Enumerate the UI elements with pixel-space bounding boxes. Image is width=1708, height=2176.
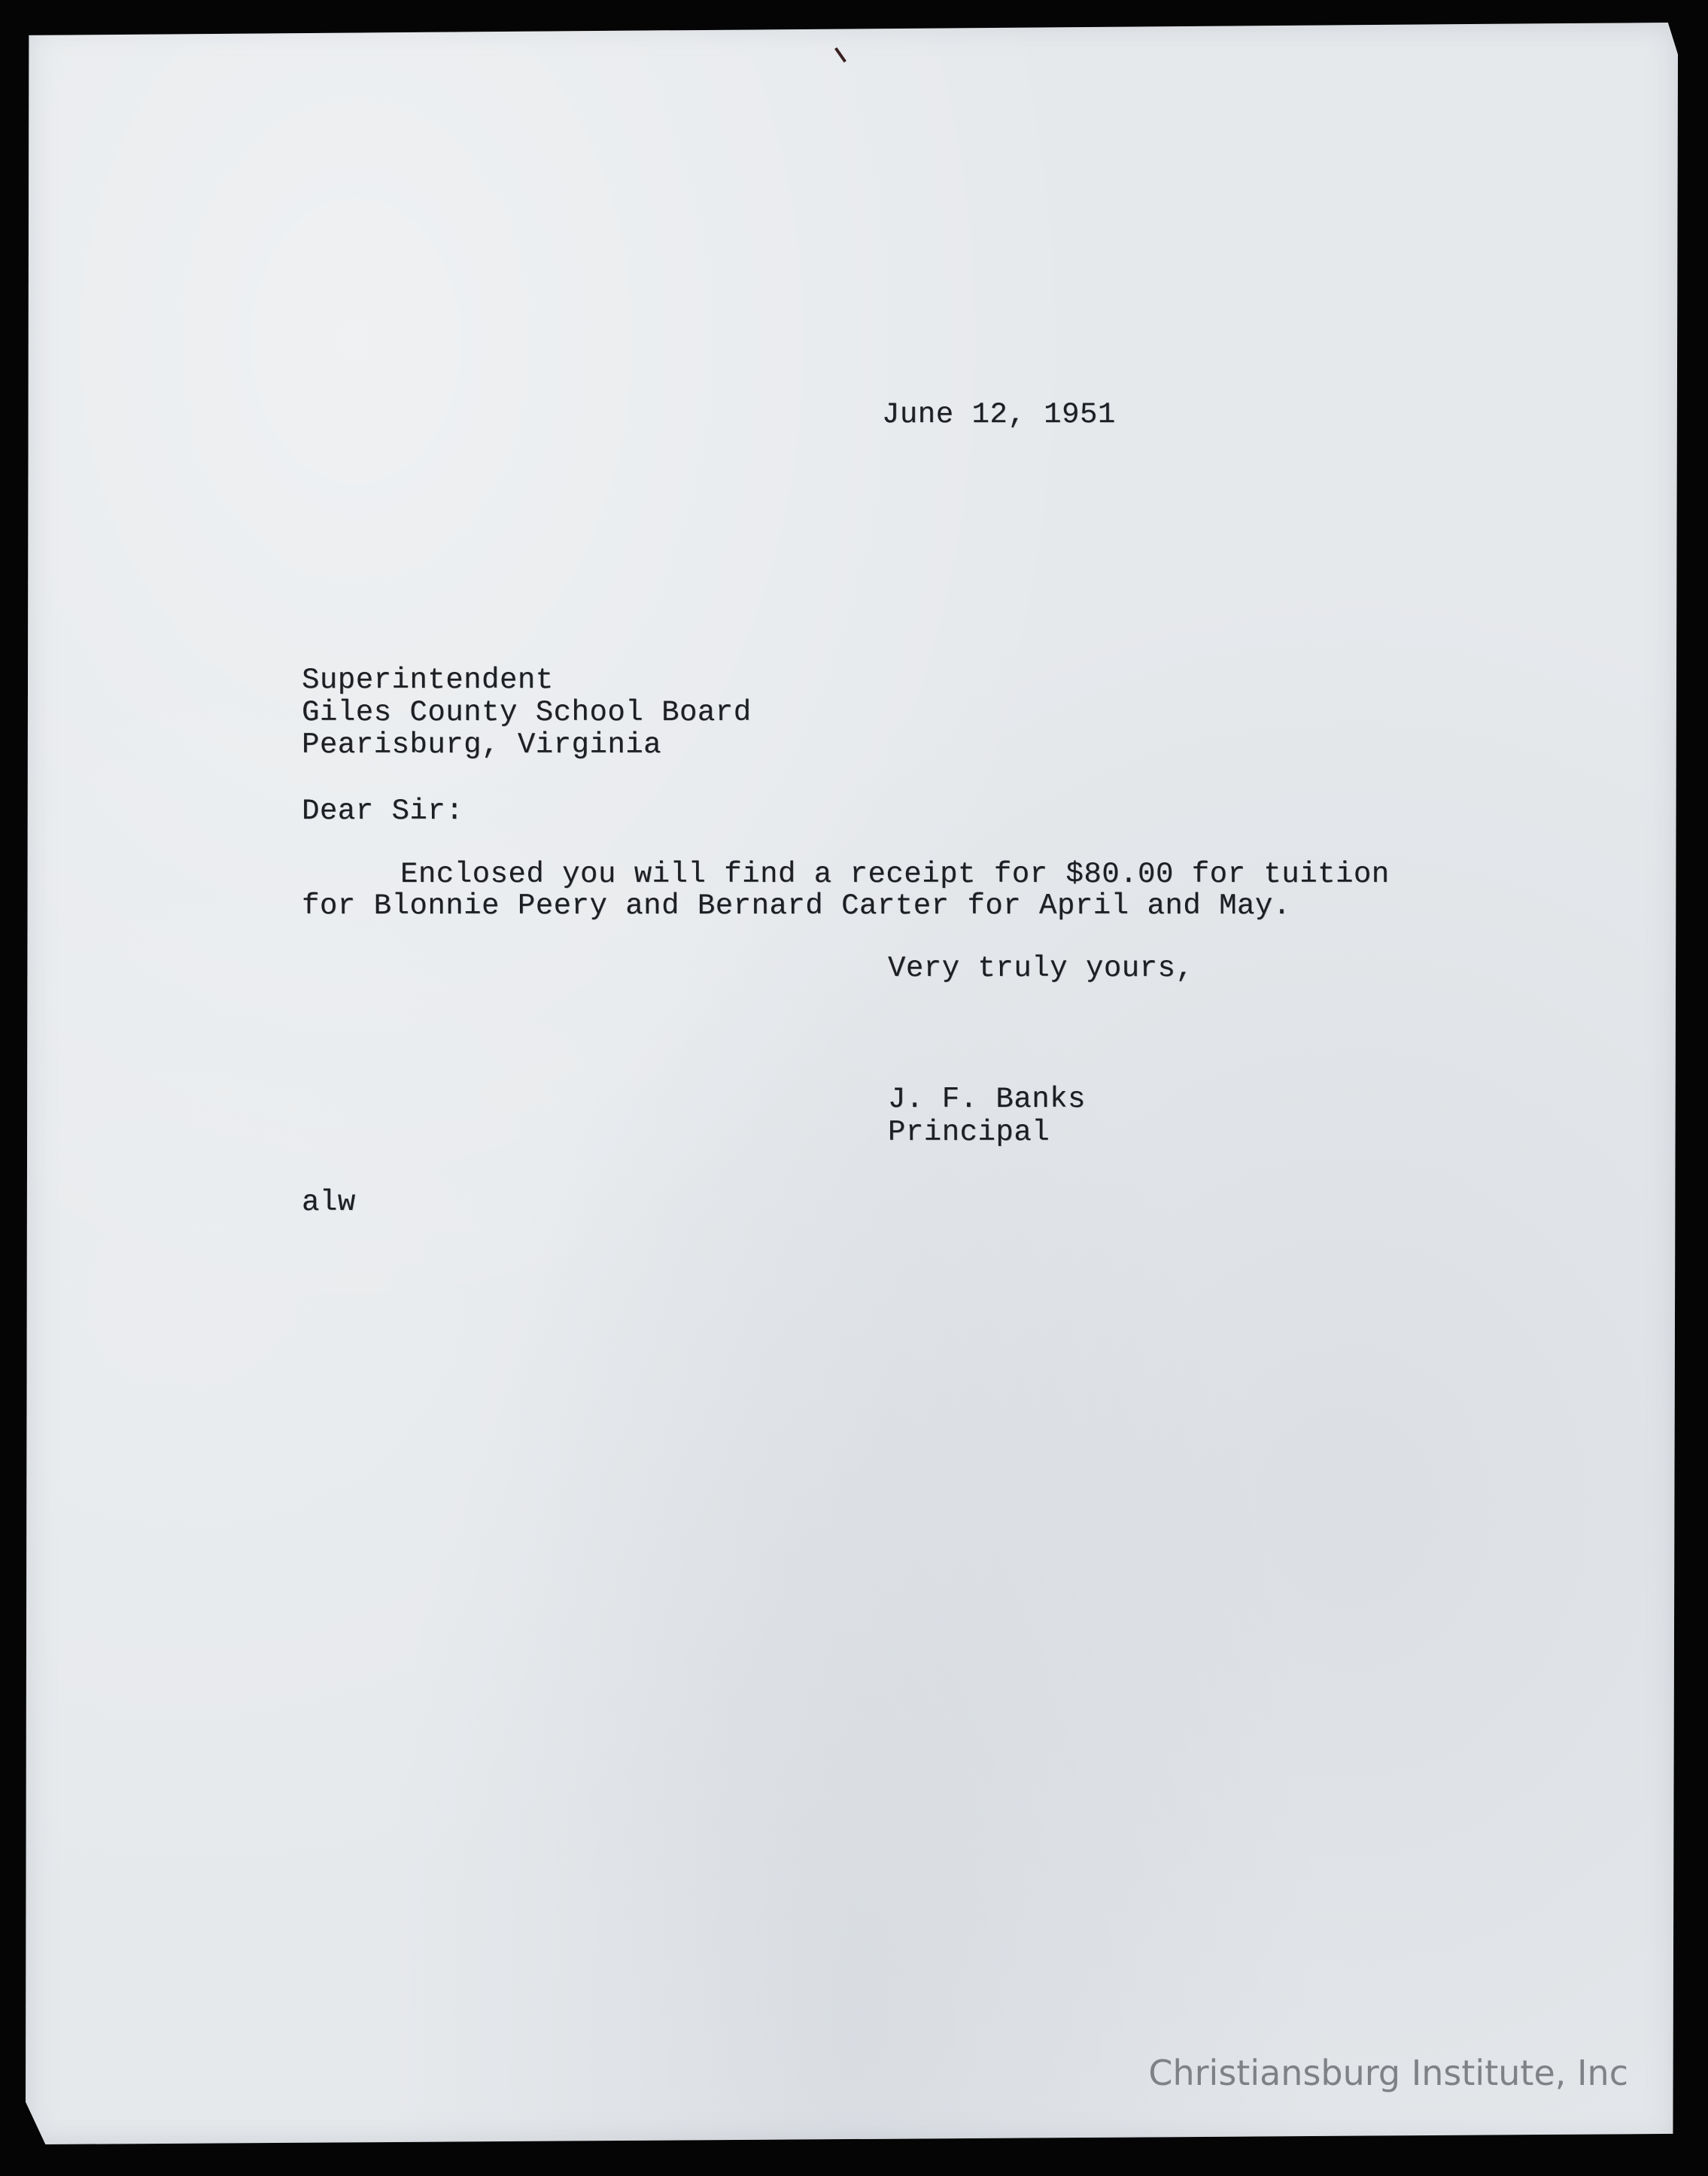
signature-name: J. F. Banks bbox=[888, 1083, 1086, 1116]
archive-watermark: Christiansburg Institute, Inc bbox=[1148, 2053, 1628, 2093]
recipient-line-organization: Giles County School Board bbox=[302, 696, 752, 729]
recipient-line-title: Superintendent bbox=[302, 664, 554, 697]
closing: Very truly yours, bbox=[888, 952, 1194, 985]
paper-sheet bbox=[26, 23, 1678, 2144]
signature-title: Principal bbox=[888, 1116, 1050, 1149]
salutation: Dear Sir: bbox=[302, 795, 464, 828]
recipient-line-location: Pearisburg, Virginia bbox=[302, 728, 662, 761]
body-line-2: for Blonnie Peery and Bernard Carter for April and May. bbox=[302, 889, 1291, 922]
letter-date: June 12, 1951 bbox=[882, 398, 1116, 431]
body-line-1: Enclosed you will find a receipt for $80.00 for tuition bbox=[400, 858, 1390, 891]
typist-initials: alw bbox=[302, 1186, 356, 1219]
